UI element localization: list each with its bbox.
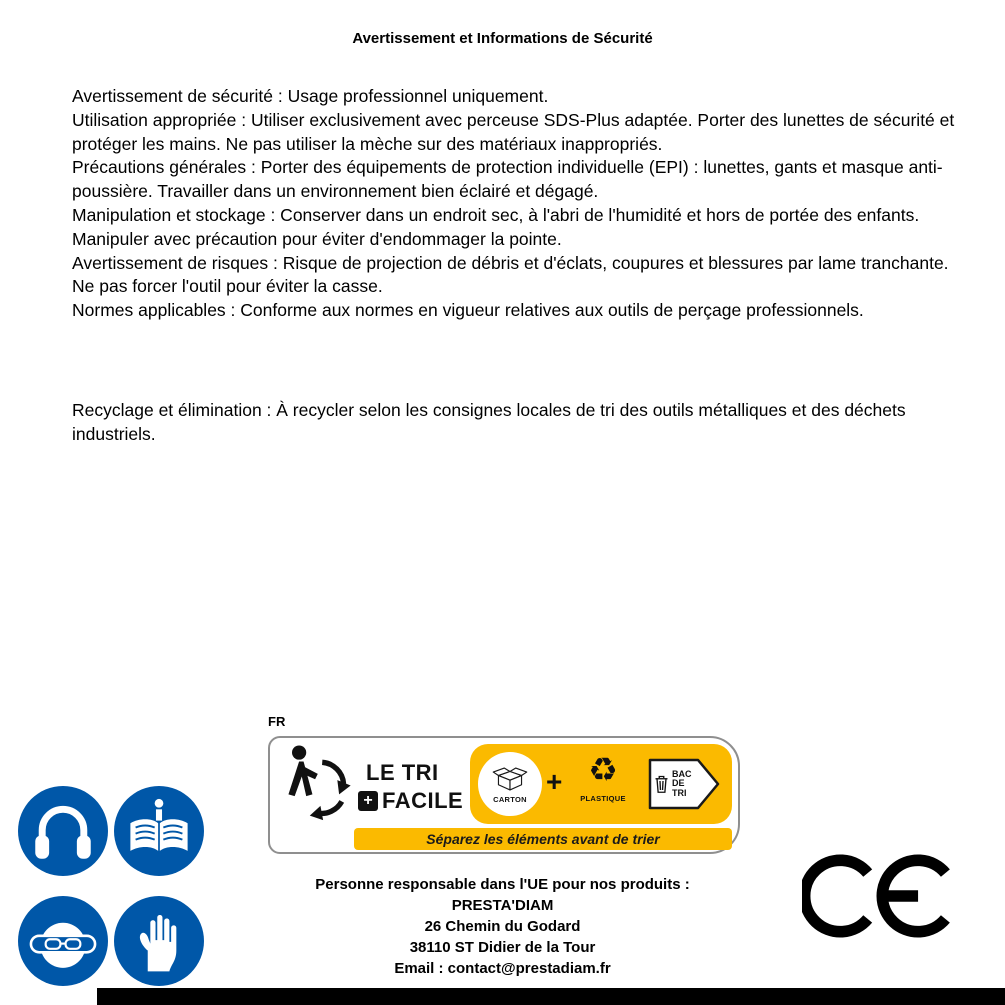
plus-separator-icon: + bbox=[546, 766, 563, 797]
paragraph-standards: Normes applicables : Conforme aux normes en vigueur relatives aux outils de perçage professionnels. bbox=[72, 300, 864, 321]
paragraph-recycling: Recyclage et élimination : À recycler selon les consignes locales de tri des outils métalliques et des déchets industriels. bbox=[72, 400, 906, 444]
facile-label: FACILE bbox=[382, 788, 464, 813]
cardboard-box-icon bbox=[491, 764, 529, 794]
read-instruction-manual-icon bbox=[114, 786, 204, 876]
carton-label: CARTON bbox=[493, 795, 527, 804]
plastique-item bbox=[570, 752, 636, 806]
carton-item bbox=[478, 752, 542, 816]
facile-row bbox=[358, 788, 463, 814]
paragraph-handling-storage: Manipulation et stockage : Conserver dans un endroit sec, à l'abri de l'humidité et hors de portée des enfants. Manipuler avec précaution pour éviter d'endommager la pointe. bbox=[72, 204, 920, 249]
company-name: PRESTA'DIAM bbox=[451, 897, 554, 914]
plastique-label: PLASTIQUE bbox=[580, 794, 626, 803]
paragraph-safety-warning: Avertissement de sécurité : Usage professionnel uniquement. bbox=[72, 86, 549, 106]
safety-text-block bbox=[72, 85, 964, 323]
sorting-info-logo bbox=[268, 736, 740, 854]
address-street: 26 Chemin du Godard bbox=[424, 918, 581, 935]
sorting-tagline: Séparez les éléments avant de trier bbox=[426, 831, 660, 847]
contact-email: Email : contact@prestadiam.fr bbox=[394, 960, 611, 977]
paragraph-general-precautions: Précautions générales : Porter des équipements de protection individuelle (EPI) : lunettes, gants et masque anti-poussière. Travailler dans un environnement bien éclairé et dégagé. bbox=[72, 157, 943, 202]
ce-mark-icon bbox=[802, 850, 952, 942]
plus-icon: + bbox=[358, 791, 378, 811]
page-title: Avertissement et Informations de Sécurité bbox=[352, 30, 653, 47]
wear-ear-protection-icon bbox=[18, 786, 108, 876]
bottom-black-bar bbox=[97, 988, 1005, 1005]
bac-de-tri-label: BAC DE TRI bbox=[672, 768, 692, 798]
sorting-bin-tag bbox=[648, 758, 720, 810]
address-city: 38110 ST Didier de la Tour bbox=[409, 939, 596, 956]
country-code-label: FR bbox=[268, 714, 286, 729]
paragraph-risk-warning: Avertissement de risques : Risque de projection de débris et d'éclats, coupures et blessures par lame tranchante. Ne pas forcer l'outil pour éviter la casse. bbox=[72, 252, 949, 297]
paragraph-appropriate-use: Utilisation appropriée : Utiliser exclusivement avec perceuse SDS-Plus adaptée. Porter des lunettes de sécurité et protéger les mains. Ne pas utiliser la mèche sur des matériaux inappropriés. bbox=[72, 109, 955, 154]
sorting-materials-panel bbox=[470, 744, 732, 824]
waste-bin-icon bbox=[654, 774, 669, 794]
le-tri-label: LE TRI bbox=[366, 760, 439, 785]
sorting-tagline-strip bbox=[354, 828, 732, 850]
triman-recycling-icon bbox=[276, 742, 356, 828]
recycling-symbol-icon: ♻ bbox=[588, 751, 618, 788]
responsible-intro-line: Personne responsable dans l'UE pour nos produits : bbox=[315, 876, 690, 893]
